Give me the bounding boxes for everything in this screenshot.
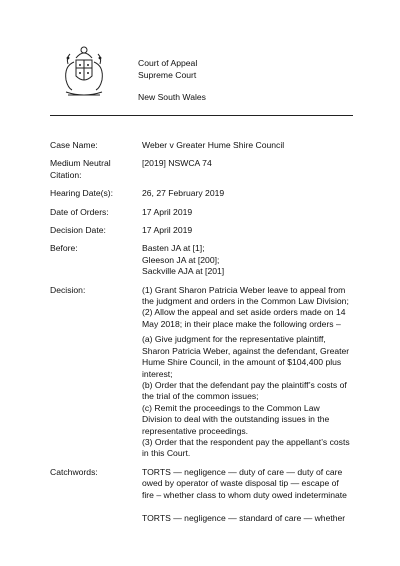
row-decision bbox=[50, 285, 355, 460]
court-state: New South Wales bbox=[138, 92, 206, 102]
row-catchwords bbox=[50, 467, 355, 525]
label-catchwords: Catchwords: bbox=[50, 466, 98, 477]
row-citation bbox=[50, 158, 355, 181]
judge-line: Gleeson JA at [200]; bbox=[142, 254, 220, 265]
value-date-of-orders: 17 April 2019 bbox=[142, 206, 193, 217]
label-hearing-dates: Hearing Date(s): bbox=[50, 188, 114, 199]
row-case-name bbox=[50, 140, 355, 151]
value-case-name: Weber v Greater Hume Shire Council bbox=[142, 140, 285, 150]
label-date-of-orders: Date of Orders: bbox=[50, 206, 109, 217]
catchword-paragraph: TORTS — negligence — duty of care — duty of care owed by operator of waste disposal tip — escape of fire – whether class to whom duty owed indeterminate bbox=[142, 466, 347, 500]
decision-order: (c) Remit the proceedings to the Common Law Division to deal with the outstanding issues in the representative proceedings. bbox=[142, 402, 330, 436]
decision-order: (2) Allow the appeal and set aside orders made on 14 May 2018; in their place make the following orders – bbox=[142, 307, 346, 329]
row-before bbox=[50, 243, 355, 277]
judge-line: Basten JA at [1]; bbox=[142, 243, 205, 254]
row-decision-date bbox=[50, 225, 355, 236]
decision-order: (b) Order that the defendant pay the plaintiff’s costs of the trial of the common issues; bbox=[142, 379, 347, 402]
value-citation: [2019] NSWCA 74 bbox=[142, 158, 212, 169]
row-date-of-orders bbox=[50, 207, 355, 218]
header-divider bbox=[50, 115, 353, 116]
court-heading bbox=[138, 58, 206, 104]
label-citation: Medium Neutral Citation: bbox=[50, 158, 111, 180]
decision-order: (3) Order that the respondent pay the appellant’s costs in this Court. bbox=[142, 436, 350, 459]
value-hearing-dates: 26, 27 February 2019 bbox=[142, 188, 225, 199]
label-before: Before: bbox=[50, 243, 78, 254]
case-details bbox=[50, 140, 355, 531]
court-division: Supreme Court bbox=[138, 69, 197, 80]
label-decision-date: Decision Date: bbox=[50, 225, 106, 236]
label-decision: Decision: bbox=[50, 284, 86, 295]
judge-line: Sackville AJA at [201] bbox=[142, 266, 225, 277]
label-case-name: Case Name: bbox=[50, 140, 98, 150]
decision-order: (1) Grant Sharon Patricia Weber leave to appeal from the judgment and orders in the Common Law Division; bbox=[142, 284, 349, 307]
catchword-paragraph: TORTS — negligence — standard of care — whether bbox=[142, 512, 346, 523]
row-hearing-dates bbox=[50, 188, 355, 199]
value-decision-date: 17 April 2019 bbox=[142, 225, 193, 236]
decision-order: (a) Give judgment for the representative plaintiff, Sharon Patricia Weber, against the defendant, Greater Hume Shire Council, in the amount of $104,400 plus interest; bbox=[142, 334, 350, 379]
court-name: Court of Appeal bbox=[138, 58, 198, 68]
coat-of-arms-icon bbox=[54, 40, 114, 100]
